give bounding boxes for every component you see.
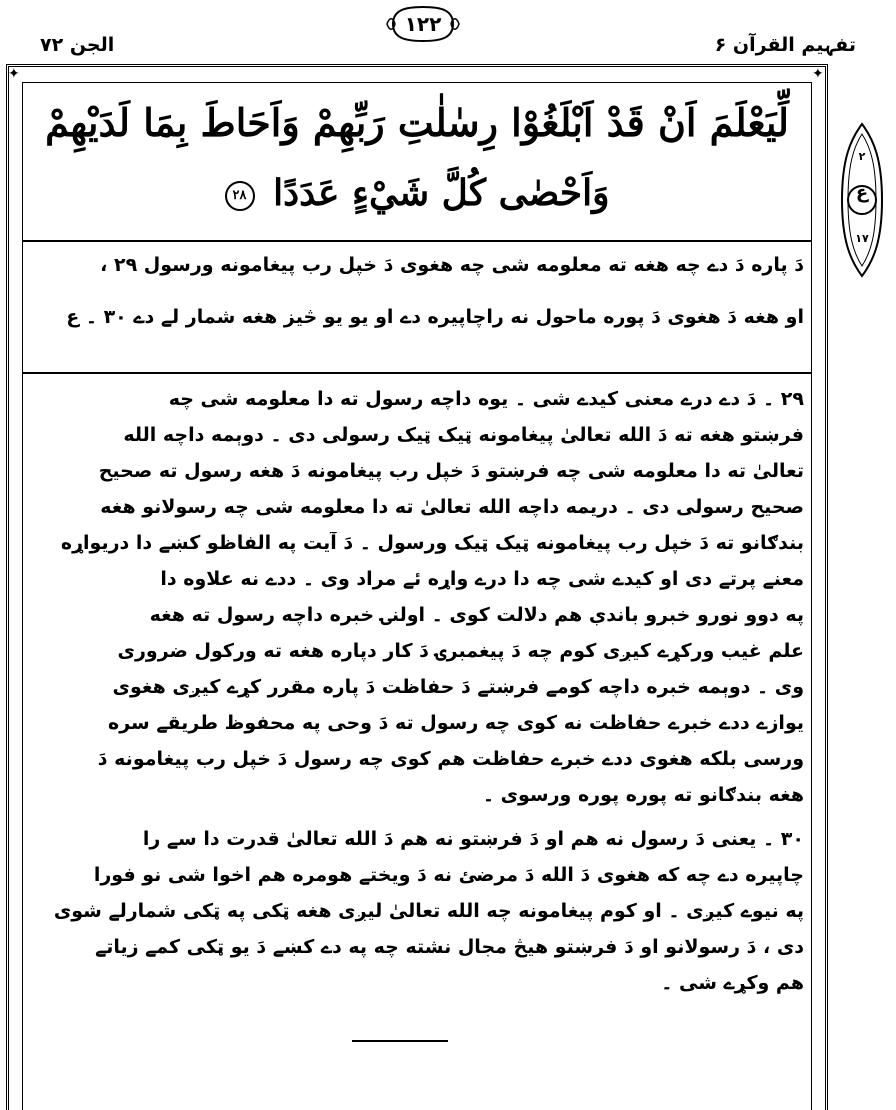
commentary-line: یوازے ددے خبرے حفاظت نه کوی چه رسول ته دَ وحی په محفوظ طریقے سره: [108, 712, 804, 734]
commentary-line: هغه بندګانو ته پوره پوره ورسوی ۔: [482, 784, 804, 806]
commentary-line: په دوو نورو خبرو باندې هم دلالت کوی ۔ اولنۍ خبره داچه رسول ته هغه: [149, 604, 804, 626]
commentary-line: فرښتو هغه ته دَ الله تعالیٰ پیغامونه ټیک ټیک رسولی دی ۔ دوېمه داچه الله: [123, 424, 804, 446]
divider: [22, 240, 812, 242]
commentary-line: چاپیره دے چه که هغوی دَ الله دَ مرضئ نه دَ ویختے هومره هم اخوا شی نو فورا: [93, 864, 804, 886]
translation-line-2: او هغه دَ هغوی دَ پوره ماحول نه راچاپیره دے او یو یو څیز هغه شمار لے دے ۳۰ ۔ ع: [66, 306, 804, 328]
page-number: [383, 4, 463, 44]
ruku-bottom-number: ۱۷: [855, 232, 869, 245]
corner-ornament-icon: ✦: [812, 66, 824, 82]
translation-line-1: دَ پاره دَ دے چه هغه ته معلومه شی چه هغوی دَ خپل رب پیغامونه ورسول ۲۹ ،: [100, 254, 804, 276]
ruku-marker: [838, 120, 886, 280]
page-number-text: ۱۲۲: [404, 12, 442, 36]
commentary-line: په نیوے کیږی ۔ او کوم پیغامونه چه الله تعالیٰ لیږی هغه ټکی په ټکی شمارلے شوی: [53, 900, 804, 922]
ruku-top-number: ۲: [858, 150, 866, 163]
commentary-line: تعالیٰ ته دا معلومه شی چه فرښتو دَ خپل رب پیغامونه دَ هغه رسول ته صحیح: [98, 460, 804, 482]
divider: [22, 372, 812, 374]
commentary-line: ۲۹ ۔ دَ دے درے معنی کیدے شی ۔ یوه داچه رسول ته دا معلومه شی چه: [168, 388, 804, 410]
verse-line-1: لِّيَعْلَمَ اَنْ قَدْ اَبْلَغُوْا رِسٰلٰتِ رَبِّهِمْ وَاَحَاطَ بِمَا لَدَيْهِمْ: [45, 100, 789, 145]
commentary-line: وی ۔ دوېمه خبره داچه کومے فرښتے دَ حفاظت دَ پاره مقرر کړے کیږی هغوی: [112, 676, 804, 698]
verse-line-2-text: وَاَحْصٰى كُلَّ شَيْءٍ عَدَدًا: [273, 172, 610, 214]
ruku-letter: ع: [855, 182, 869, 203]
page-header: [0, 0, 896, 62]
end-divider: [352, 1040, 448, 1042]
commentary-line: هم وکړے شی ۔: [661, 972, 804, 994]
commentary-line: صحیح رسولی دی ۔ دریمه داچه الله تعالیٰ ته دا معلومه شی چه رسولانو هغه: [100, 496, 804, 518]
commentary-line: معنے پرتے دی او کیدے شی چه دا درے واړه ئے مراد وی ۔ ددے نه علاوه دا: [160, 568, 804, 590]
quran-verse-box: [26, 92, 808, 238]
commentary-line: ورسی بلکه هغوی ددے خبرے حفاظت هم کوی چه رسول دَ خپل رب پیغامونه دَ: [97, 748, 804, 770]
book-title: تفہیم القرآن ۶: [714, 34, 856, 56]
commentary-line: بندګانو ته دَ خپل رب پیغامونه ټیک ټیک ورسول ۔ دَ آیت په الفاظو کښے دا دریواړه: [60, 532, 804, 554]
commentary-line: دی ، دَ رسولانو او دَ فرښتو هیڅ مجال نشته چه په دے کښے دَ یو ټکی کمے زیاتے: [95, 936, 804, 958]
verse-line-2: [32, 172, 802, 214]
commentary-line: ۳۰ ۔ یعنی دَ رسول نه هم او دَ فرښتو نه هم دَ الله تعالیٰ قدرت دا سے را: [142, 828, 804, 850]
corner-ornament-icon: ✦: [8, 66, 20, 82]
commentary-line: علم غیب ورکړے کیږی کوم چه دَ پیغمبرۍ دَ کار دپاره هغه ته ورکول ضروری: [117, 640, 804, 662]
ayah-number-marker: ۲۸: [225, 181, 255, 211]
surah-title: الجن ۷۲: [40, 34, 115, 56]
